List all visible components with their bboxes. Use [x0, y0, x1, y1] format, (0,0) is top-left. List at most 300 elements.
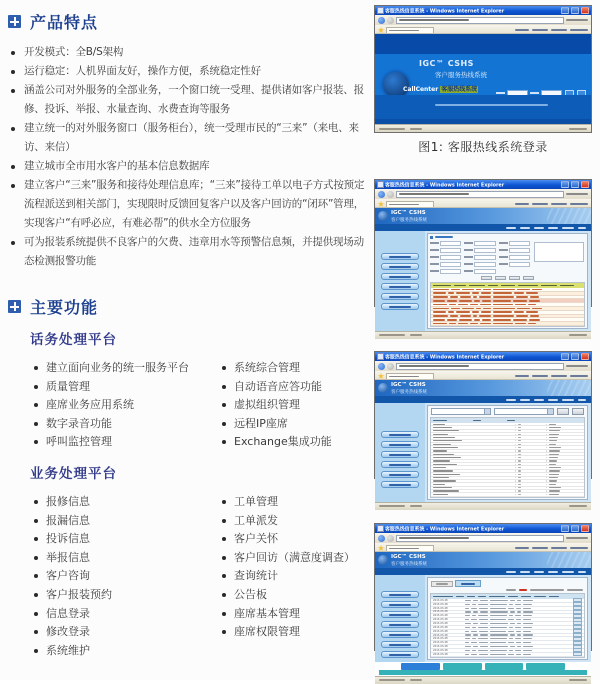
text-shimmer: [389, 604, 411, 606]
text-shimmer: [479, 315, 491, 317]
form-button[interactable]: [481, 276, 492, 280]
text-shimmer: [448, 292, 454, 294]
favorites-icon[interactable]: [378, 373, 384, 379]
back-button[interactable]: [378, 363, 385, 370]
minimize-button[interactable]: [561, 7, 569, 14]
text-shimmer: [465, 646, 471, 647]
minimize-button[interactable]: [561, 353, 569, 360]
status-bar: [375, 124, 591, 132]
bullet-dot: [11, 241, 15, 245]
address-input[interactable]: [396, 363, 564, 370]
function-item: [32, 396, 220, 415]
table-row[interactable]: [431, 653, 584, 657]
text-shimmer: [518, 484, 521, 485]
text-shimmer: [570, 375, 588, 377]
function-item: [32, 642, 220, 661]
bullet-dot: [34, 500, 38, 504]
business-platform-list-left: [32, 493, 220, 660]
form-field: [464, 254, 495, 260]
text-shimmer: [479, 642, 488, 643]
text-shimmer: [549, 596, 559, 598]
sidebar-button[interactable]: [381, 293, 419, 300]
remarks-textarea[interactable]: [534, 242, 584, 262]
cell-datetime: 2013-03-28: [433, 629, 448, 633]
back-button[interactable]: [378, 535, 385, 542]
app-header: [375, 552, 591, 568]
field-input[interactable]: [440, 241, 461, 246]
toolbar-menu: [515, 375, 588, 379]
address-input[interactable]: [396, 191, 564, 198]
sidebar-button[interactable]: [381, 631, 419, 638]
back-button[interactable]: [378, 17, 385, 24]
globe-logo: [378, 383, 388, 393]
text-shimmer: [578, 571, 586, 573]
text-shimmer: [389, 654, 411, 656]
cell-datetime: 2013-03-28: [433, 618, 448, 622]
text-shimmer: [569, 505, 587, 507]
sidebar-button[interactable]: [381, 651, 419, 658]
function-item: [32, 605, 220, 624]
function-item: [32, 623, 220, 642]
figure-analysis: [374, 351, 592, 501]
text-shimmer: [569, 334, 587, 336]
browser-window: [374, 179, 592, 307]
bullet-dot: [222, 574, 226, 578]
form-buttons-row: [428, 275, 587, 281]
text-shimmer: [510, 634, 515, 635]
login-top-band: [375, 34, 591, 54]
text-shimmer: [450, 296, 458, 298]
field-input[interactable]: [509, 262, 530, 267]
field-input[interactable]: [440, 255, 461, 260]
text-shimmer: [517, 308, 530, 310]
feature-bullet: [8, 43, 366, 62]
bullet-dot: [11, 127, 15, 131]
field-input[interactable]: [474, 241, 495, 246]
toolbar-menu: [515, 29, 588, 33]
cell-percent: [546, 434, 584, 435]
cell-category: [431, 454, 515, 455]
bullet-dot: [222, 556, 226, 560]
cell-percent: [546, 447, 584, 448]
text-shimmer: [389, 306, 411, 308]
close-button[interactable]: [581, 353, 589, 360]
text-shimmer: [514, 311, 524, 313]
sidebar-button[interactable]: [381, 303, 419, 310]
status-zoom: [569, 679, 587, 681]
text-shimmer: [481, 292, 491, 294]
section-features-header: [8, 10, 368, 33]
field-label: [499, 242, 508, 244]
function-item: [32, 512, 220, 531]
cell-count: [515, 447, 546, 448]
text-shimmer: [389, 474, 411, 476]
text-shimmer: [389, 276, 411, 278]
text-shimmer: [433, 470, 453, 471]
plus-icon: [8, 15, 21, 28]
field-input[interactable]: [474, 248, 495, 253]
sidebar-button[interactable]: [381, 263, 419, 270]
sidebar-button[interactable]: [381, 601, 419, 608]
row-detail-button[interactable]: [573, 652, 582, 656]
text-shimmer: [399, 365, 469, 367]
password-label: [530, 92, 539, 94]
text-shimmer: [509, 615, 513, 616]
cell-category: [431, 474, 515, 475]
list-item-text: 建立城市全市用水客户的基本信息数据库: [24, 160, 210, 172]
cell-category: [431, 457, 515, 458]
text-shimmer: [515, 323, 526, 325]
sidebar-button[interactable]: [381, 471, 419, 478]
text-shimmer: [509, 627, 513, 628]
close-button[interactable]: [581, 525, 589, 532]
text-shimmer: [410, 679, 422, 681]
forward-button[interactable]: [387, 17, 394, 24]
text-shimmer: [523, 631, 531, 632]
cell-datetime: 2013-03-28: [433, 648, 448, 652]
text-shimmer: [456, 292, 470, 294]
text-shimmer: [479, 608, 488, 609]
sidebar-button[interactable]: [381, 451, 419, 458]
sidebar-button[interactable]: [381, 283, 419, 290]
text-shimmer: [490, 615, 507, 616]
text-shimmer: [513, 319, 527, 321]
field-label: [464, 263, 473, 265]
sidebar-button[interactable]: [381, 461, 419, 468]
text-shimmer: [460, 315, 471, 317]
sidebar-button[interactable]: [381, 481, 419, 488]
text-shimmer: [433, 427, 452, 428]
table-row[interactable]: [431, 493, 584, 496]
traffic-footer: [375, 662, 591, 676]
text-shimmer: [478, 650, 488, 651]
text-shimmer: [433, 474, 460, 475]
cell-percent: [546, 494, 584, 495]
text-shimmer: [506, 399, 516, 401]
list-item-text: 数字录音功能: [46, 416, 112, 430]
text-shimmer: [433, 289, 449, 291]
footer-nav-button[interactable]: [526, 663, 565, 670]
text-shimmer: [530, 315, 539, 317]
text-shimmer: [473, 611, 478, 612]
text-shimmer: [518, 447, 521, 448]
bullet-dot: [11, 70, 15, 74]
function-item: [32, 433, 220, 452]
text-shimmer: [549, 480, 557, 481]
form-button[interactable]: [523, 276, 534, 280]
field-input[interactable]: [509, 255, 530, 260]
text-shimmer: [508, 642, 514, 643]
text-shimmer: [549, 470, 560, 471]
field-input[interactable]: [474, 269, 495, 274]
cell-count: [515, 487, 546, 488]
export-button[interactable]: [572, 408, 584, 415]
text-shimmer: [549, 424, 556, 425]
text-shimmer: [518, 480, 521, 481]
toolbar-menu: [515, 203, 588, 207]
text-shimmer: [389, 296, 411, 298]
form-field: [464, 247, 495, 253]
field-label: [464, 242, 473, 244]
text-shimmer: [433, 480, 456, 481]
login-page: [375, 34, 591, 124]
text-shimmer: [508, 619, 514, 620]
forward-button[interactable]: [387, 363, 394, 370]
cell-count: [515, 490, 546, 491]
text-shimmer: [472, 292, 479, 294]
text-shimmer: [465, 600, 471, 601]
analysis-table: [430, 417, 585, 498]
text-shimmer: [516, 642, 521, 643]
text-shimmer: [515, 627, 521, 628]
text-shimmer: [518, 477, 521, 478]
text-shimmer: [379, 679, 405, 681]
text-shimmer: [490, 611, 508, 612]
text-shimmer: [480, 304, 491, 306]
form-button[interactable]: [495, 276, 506, 280]
forward-button[interactable]: [387, 191, 394, 198]
cell-category: [431, 460, 515, 461]
text-shimmer: [490, 646, 508, 647]
text-shimmer: [549, 450, 560, 451]
text-shimmer: [523, 642, 531, 643]
text-shimmer: [473, 600, 478, 601]
subsection-call-platform: [30, 328, 368, 452]
tabs-bar: [375, 543, 591, 552]
text-column: [8, 8, 368, 666]
text-shimmer: [470, 304, 478, 306]
category-select[interactable]: [431, 408, 491, 415]
cell-count: [515, 474, 546, 475]
sidebar-button[interactable]: [381, 621, 419, 628]
text-shimmer: [549, 494, 559, 495]
text-shimmer: [521, 596, 531, 598]
field-input[interactable]: [509, 248, 530, 253]
text-shimmer: [480, 611, 488, 612]
favorites-icon[interactable]: [378, 27, 384, 33]
favorites-icon[interactable]: [378, 201, 384, 207]
field-input[interactable]: [474, 262, 495, 267]
feature-bullet: [8, 233, 366, 271]
text-shimmer: [518, 467, 521, 468]
text-shimmer: [480, 634, 488, 635]
text-shimmer: [551, 203, 567, 205]
text-shimmer: [493, 315, 514, 317]
sidebar-button[interactable]: [381, 441, 419, 448]
text-shimmer: [433, 440, 462, 441]
text-shimmer: [534, 596, 546, 598]
pagination-info: [428, 587, 587, 592]
list-item-text: 开发模式：全B/S架构: [24, 46, 124, 58]
sidebar: [375, 575, 425, 662]
list-item-text: 质量管理: [46, 379, 90, 393]
text-shimmer: [549, 454, 559, 455]
text-shimmer: [471, 631, 477, 632]
list-item-text: 系统综合管理: [234, 361, 300, 374]
bullet-dot: [34, 612, 38, 616]
bullet-dot: [222, 366, 226, 370]
list-item-text: 查询统计: [234, 569, 278, 583]
text-shimmer: [523, 646, 533, 647]
address-input[interactable]: [396, 17, 564, 24]
text-shimmer: [562, 571, 574, 573]
text-shimmer: [506, 571, 516, 573]
sidebar-button[interactable]: [381, 591, 419, 598]
text-shimmer: [570, 203, 588, 205]
text-shimmer: [389, 376, 419, 378]
figure-caption: 图1: 客服热线系统登录: [418, 140, 548, 154]
text-shimmer: [483, 289, 491, 291]
text-shimmer: [482, 300, 491, 302]
text-shimmer: [490, 634, 508, 635]
text-shimmer: [473, 296, 477, 298]
text-shimmer: [508, 596, 518, 598]
browser-tab[interactable]: [386, 201, 434, 207]
text-shimmer: [433, 447, 458, 448]
text-shimmer: [472, 615, 476, 616]
table-row[interactable]: [431, 322, 584, 326]
maximize-button[interactable]: [571, 181, 579, 188]
footer-nav-button[interactable]: [485, 663, 524, 670]
maximize-button[interactable]: [571, 353, 579, 360]
sidebar-button[interactable]: [381, 611, 419, 618]
text-shimmer: [490, 604, 507, 605]
list-item-text: Exchange集成功能: [234, 435, 332, 449]
subsection-title: 话务处理平台: [30, 332, 117, 348]
list-item-text: 投诉信息: [46, 532, 90, 546]
text-shimmer: [523, 650, 532, 651]
favorites-icon[interactable]: [378, 545, 384, 551]
text-shimmer: [389, 594, 411, 596]
field-label: [430, 242, 439, 244]
field-input[interactable]: [509, 241, 530, 246]
text-shimmer: [483, 308, 491, 310]
field-input[interactable]: [474, 255, 495, 260]
list-item-text: 公告板: [234, 587, 267, 601]
list-item-text: 工单管理: [234, 494, 278, 508]
brand-subtitle: 客户服务热线系统: [391, 218, 427, 223]
status-zoom: [569, 334, 587, 336]
text-shimmer: [474, 300, 480, 302]
browser-tab[interactable]: [386, 545, 434, 551]
cell-category: [431, 487, 515, 488]
date-select[interactable]: [494, 408, 554, 415]
text-shimmer: [515, 203, 529, 205]
tab-call-records[interactable]: [455, 580, 481, 587]
form-button[interactable]: [509, 276, 520, 280]
text-shimmer: [529, 319, 540, 321]
text-shimmer: [433, 292, 446, 294]
sidebar-button[interactable]: [381, 273, 419, 280]
text-shimmer: [518, 494, 521, 495]
ie-icon: [377, 353, 384, 360]
cell-percent: [546, 430, 584, 431]
text-shimmer: [518, 424, 521, 425]
list-item-text: 报漏信息: [46, 513, 90, 527]
text-shimmer: [501, 285, 515, 287]
cell-datetime: 2013-03-28: [433, 606, 448, 610]
forward-button[interactable]: [387, 535, 394, 542]
text-shimmer: [433, 304, 447, 306]
figure-acceptance: [374, 179, 592, 329]
text-shimmer: [433, 487, 452, 488]
footer-nav-button[interactable]: [401, 663, 440, 670]
text-shimmer: [532, 289, 542, 291]
maximize-button[interactable]: [571, 525, 579, 532]
cell-percent: [546, 474, 584, 475]
field-input[interactable]: [440, 262, 461, 267]
text-shimmer: [549, 464, 556, 465]
bullet-dot: [34, 556, 38, 560]
function-item: [220, 415, 368, 434]
maximize-button[interactable]: [571, 7, 579, 14]
close-button[interactable]: [581, 181, 589, 188]
field-label: [430, 263, 439, 265]
sidebar-button[interactable]: [381, 641, 419, 648]
text-shimmer: [493, 292, 512, 294]
text-shimmer: [490, 642, 506, 643]
text-shimmer: [526, 311, 538, 313]
list-item-text: 涵盖公司对外服务的全部业务，一个窗口统一受理、提供诸如客户报装、报修、投诉、举报、水量查询、水费查询等服务: [24, 84, 364, 115]
bullet-dot: [34, 366, 38, 370]
text-shimmer: [472, 650, 476, 651]
text-shimmer: [493, 300, 511, 302]
cell-category: [431, 490, 515, 491]
text-shimmer: [529, 300, 540, 302]
field-input[interactable]: [440, 248, 461, 253]
query-button[interactable]: [557, 408, 569, 415]
function-item: [32, 359, 220, 378]
field-input[interactable]: [440, 269, 461, 274]
text-shimmer: [516, 296, 528, 298]
text-shimmer: [510, 646, 515, 647]
browser-tab[interactable]: [386, 373, 434, 379]
feature-bullet: [8, 119, 366, 157]
text-shimmer: [447, 300, 457, 302]
text-shimmer: [433, 484, 445, 485]
text-shimmer: [549, 457, 558, 458]
browser-tab[interactable]: [386, 27, 434, 33]
text-shimmer: [447, 319, 457, 321]
sidebar-button[interactable]: [381, 431, 419, 438]
text-shimmer: [509, 604, 513, 605]
text-shimmer: [389, 444, 411, 446]
footer-nav-button[interactable]: [443, 663, 482, 670]
text-shimmer: [510, 600, 515, 601]
form-field: [499, 240, 530, 246]
text-shimmer: [523, 634, 533, 635]
cell-percent: [546, 454, 584, 455]
minimize-button[interactable]: [561, 181, 569, 188]
text-shimmer: [433, 296, 448, 298]
form-field: [499, 261, 530, 267]
close-button[interactable]: [581, 7, 589, 14]
text-shimmer: [389, 624, 411, 626]
minimize-button[interactable]: [561, 525, 569, 532]
sidebar-button[interactable]: [381, 253, 419, 260]
field-label: [464, 249, 473, 251]
text-shimmer: [506, 227, 516, 229]
text-shimmer: [490, 631, 506, 632]
text-shimmer: [515, 547, 529, 549]
cell-count: [515, 477, 546, 478]
function-item: [32, 415, 220, 434]
address-input[interactable]: [396, 535, 564, 542]
back-button[interactable]: [378, 191, 385, 198]
app-header: [375, 380, 591, 396]
text-shimmer: [566, 19, 588, 21]
text-shimmer: [433, 437, 455, 438]
